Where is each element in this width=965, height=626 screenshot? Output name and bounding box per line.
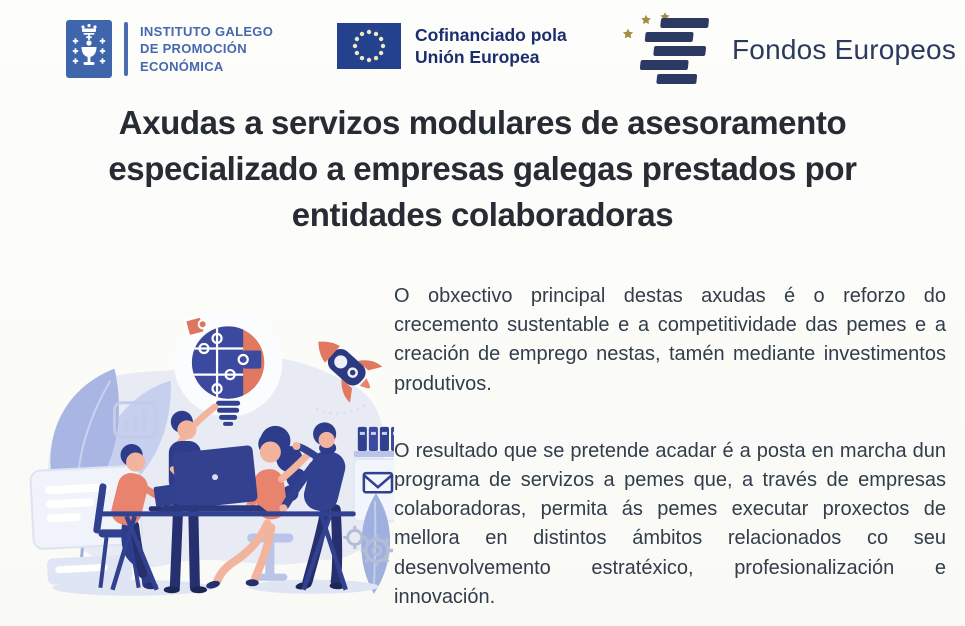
eu-cofinance-line1: Cofinanciado pola: [415, 24, 567, 45]
eu-flag-icon: [337, 23, 401, 69]
page-title-line3: entidades colaboradoras: [291, 196, 674, 234]
igape-emblem-icon: [66, 20, 112, 78]
eu-cofinance-text: [415, 24, 567, 69]
fondos-europeos-logo: [620, 10, 956, 90]
page-title-line1: Axudas a servizos modulares de asesoramento: [118, 104, 847, 141]
team-collaboration-illustration: [22, 300, 394, 598]
paragraph-objective: O obxectivo principal destas axudas é o reforzo do crecemento sustentable e a competitividade das pemes e a creación de emprego nestas, tamén mediante investimentos produtivos.: [394, 285, 946, 395]
igape-divider: [124, 22, 128, 76]
eu-cofinance-line2: Unión Europea: [415, 47, 540, 67]
page-title-line2: especializado a empresas galegas prestados por: [108, 150, 857, 188]
shelf-binders: [354, 427, 394, 457]
igape-name-line2: DE PROMOCIÓN: [140, 41, 247, 57]
page-title: [28, 100, 937, 239]
igape-logo: [66, 20, 273, 78]
fondos-europeos-icon: [620, 10, 722, 90]
igape-name-line3: ECONÓMICA: [140, 58, 224, 74]
fondos-europeos-label: Fondos Europeos: [732, 34, 957, 65]
igape-name-line1: INSTITUTO GALEGO: [140, 24, 274, 40]
igape-name: [140, 23, 273, 74]
eu-cofinance-logo: [337, 23, 567, 69]
paragraph-result: O resultado que se pretende acadar é a posta en marcha dun programa de servizos a pemes que, a través de empresas colaboradoras, permita ás pemes executar proxectos de mellora en distintos ámbitos relacionados co seu desenvolvemento estratéxico, profesionalización e innovación.: [394, 439, 946, 608]
body-text: [394, 282, 946, 626]
